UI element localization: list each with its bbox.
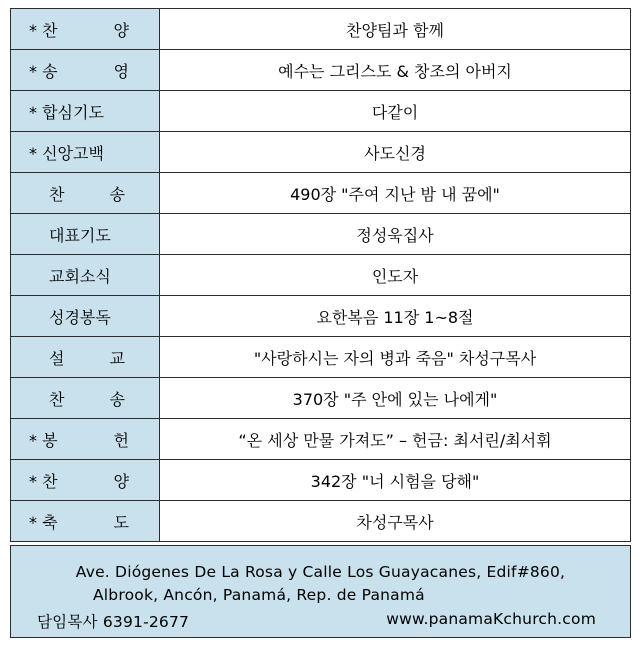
label-part: 교회소식 [49,266,111,286]
label-part: 찬 [49,389,65,409]
row-content: 490장 "주여 지난 밤 내 꿈에" [160,173,631,214]
row-label [11,460,160,501]
row-label [11,255,160,296]
label-part: * 신앙고백 [29,143,104,163]
website-link[interactable]: www.panamaKchurch.com [386,610,596,628]
table-row [11,337,631,378]
row-label [11,337,160,378]
label-part: 송 [109,389,125,409]
row-label [11,91,160,132]
row-label [11,173,160,214]
table-row [11,419,631,460]
table-row [11,255,631,296]
row-content: 사도신경 [160,132,631,173]
address-line-2: Albrook, Ancón, Panamá, Rep. de Panamá [93,586,425,604]
table-row [11,9,631,50]
table-row [11,296,631,337]
table-row [11,460,631,501]
row-content: "사랑하시는 자의 병과 죽음" 차성구목사 [160,337,631,378]
row-content: 예수는 그리스도 & 창조의 아버지 [160,50,631,91]
label-part: * 봉 [29,430,58,450]
label-part: 대표기도 [49,225,111,245]
row-content: 정성욱집사 [160,214,631,255]
row-label [11,132,160,173]
label-part: 양 [113,471,129,491]
label-part: 찬 [49,184,65,204]
label-part: 헌 [113,430,129,450]
row-label [11,214,160,255]
row-content: 370장 "주 안에 있는 나에게" [160,378,631,419]
table-row [11,132,631,173]
label-part: 송 [109,184,125,204]
label-part: * 송 [29,61,58,81]
table-row [11,214,631,255]
row-label [11,419,160,460]
row-label [11,378,160,419]
table-row [11,91,631,132]
row-content: 찬양팀과 함께 [160,9,631,50]
table-row [11,378,631,419]
label-part: 도 [113,512,129,532]
label-part: 양 [113,20,129,40]
label-part: * 찬 [29,20,58,40]
label-part: 영 [113,61,129,81]
row-label [11,296,160,337]
church-info-footer [10,545,631,638]
row-content: 인도자 [160,255,631,296]
row-label [11,501,160,542]
label-part: * 축 [29,512,58,532]
order-of-service-table [10,8,631,542]
label-part: 설 [49,348,65,368]
row-content: 차성구목사 [160,501,631,542]
table-row [11,501,631,542]
address-line-1: Ave. Diógenes De La Rosa y Calle Los Guayacanes, Edif#860, [75,563,566,581]
label-part: 성경봉독 [49,307,111,327]
table-row [11,173,631,214]
label-part: 교 [109,348,125,368]
label-part: * 찬 [29,471,58,491]
row-label [11,50,160,91]
label-part: * 합심기도 [29,102,104,122]
row-content: 요한복음 11장 1~8절 [160,296,631,337]
row-content: 다같이 [160,91,631,132]
row-content: “온 세상 만물 가져도” – 헌금: 최서린/최서휘 [160,419,631,460]
table-row [11,50,631,91]
row-content: 342장 "너 시험을 당해" [160,460,631,501]
row-label [11,9,160,50]
pastor-phone: 담임목사 6391-2677 [37,613,190,631]
